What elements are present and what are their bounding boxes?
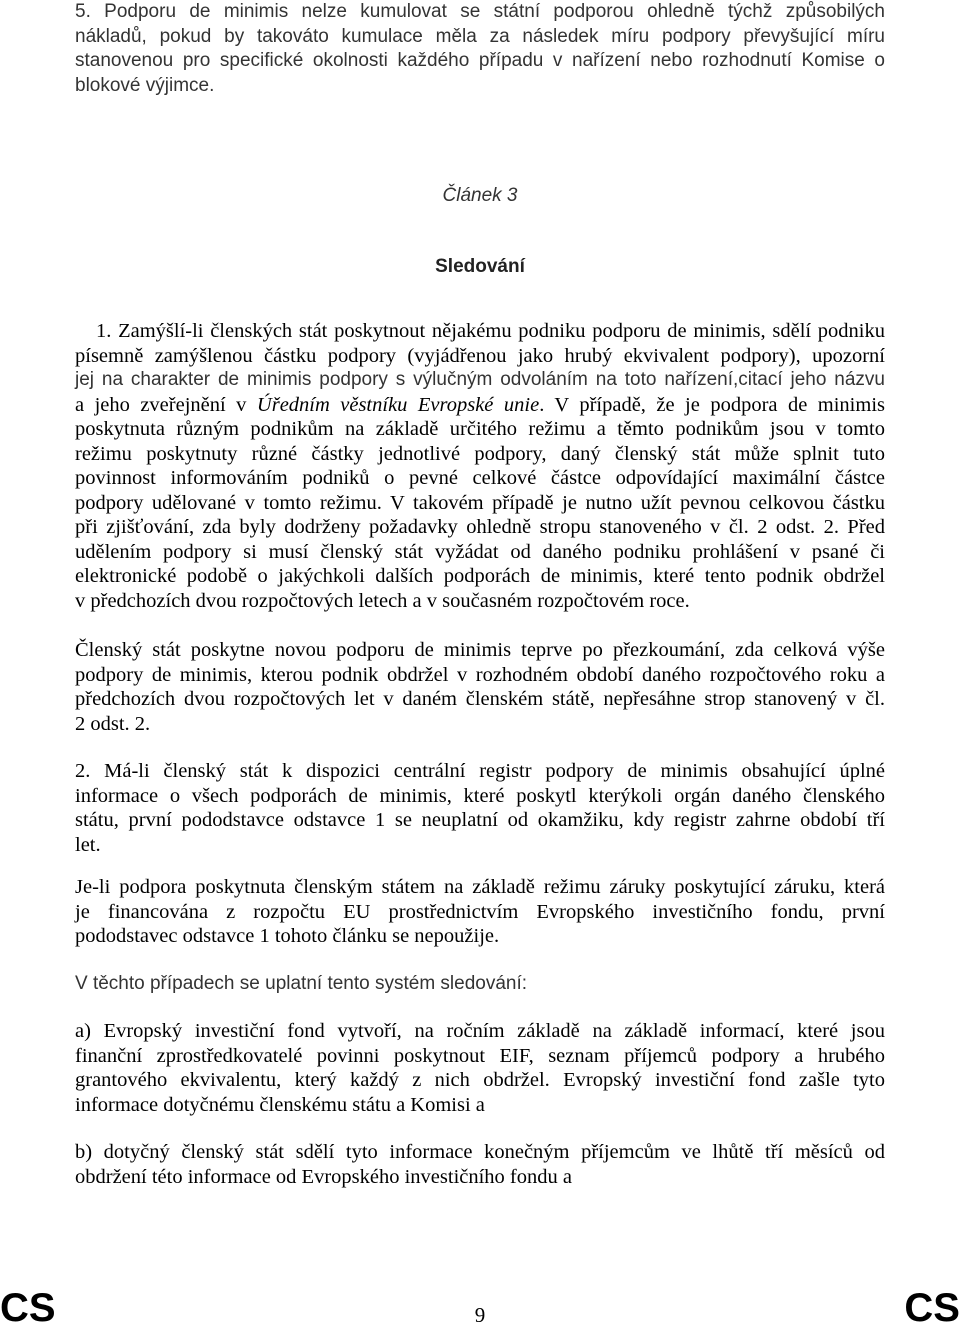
citation-lead-text: a jeho zveřejnění v	[75, 393, 257, 416]
list-item-a	[75, 1019, 885, 1117]
paragraph-2	[75, 759, 885, 857]
list-item-a-line: informace dotyčnému členskému státu a Komisi a	[75, 1093, 485, 1116]
paragraph-1-line: jej na charakter de minimis podpory s výlučným odvoláním na toto nařízení,citací jeho názvu	[75, 369, 885, 390]
list-item-b-line: obdržení této informace od Evropského investičního fondu a	[75, 1165, 572, 1188]
footer-language-code-left: CS	[0, 1286, 56, 1330]
paragraph-1-line: písemně zamýšlenou částku podpory (vyjádřenou jako hrubý ekvivalent podpory), upozorní	[75, 344, 885, 367]
list-item-b	[75, 1140, 885, 1189]
paragraph-system	[75, 972, 885, 997]
paragraph-1-line: elektronické podobě o jakýchkoli dalších podporách de minimis, které tento podnik obdržel	[75, 565, 885, 587]
paragraph-guarantee	[75, 875, 885, 949]
paragraph-2-line: informace o všech podporách de minimis, které poskytl kterýkoli orgán daného členského	[75, 784, 885, 807]
paragraph-check-line: Členský stát poskytne novou podporu de minimis teprve po přezkoumání, zda celková výše	[75, 639, 885, 661]
paragraph-1-line: při zjišťování, zda byly dodrženy požadavky ohledně stropu stanoveného v čl. 2 odst. 2. Před	[75, 516, 885, 538]
paragraph-guarantee-line: Je-li podpora poskytnuta členským státem na základě režimu záruky poskytující záruku, která	[75, 876, 885, 898]
paragraph-guarantee-line: je financována z rozpočtu EU prostřednictvím Evropského investičního fondu, první	[75, 900, 885, 923]
footer-language-code-right: CS	[904, 1286, 960, 1330]
paragraph-5-line: blokové výjimce.	[75, 74, 215, 96]
paragraph-5-line: nákladů, pokud by takováto kumulace měla za následek míru podpory převyšující míru	[75, 25, 885, 47]
official-journal-title: Úředním věstníku Evropské unie	[256, 393, 540, 416]
paragraph-2-line: let.	[75, 833, 101, 856]
paragraph-2-line: státu, první pododstavce odstavce 1 se neuplatní od okamžiku, kdy registr zahrne období tří	[75, 809, 885, 831]
paragraph-check-line: podpory de minimis, kterou podnik obdržel v rozhodném období daného rozpočtového roku a	[75, 663, 885, 686]
paragraph-5	[75, 0, 885, 98]
paragraph-1	[75, 319, 885, 613]
list-item-b-line: b) dotyčný členský stát sdělí tyto informace konečným příjemcům ve lhůtě tří měsíců od	[75, 1141, 885, 1163]
article-number: Článek 3	[442, 185, 518, 206]
paragraph-1-line: poskytnuta různým podnikům na základě určitého režimu a těmto podnikům jsou v tomto	[75, 418, 885, 440]
paragraph-5-line: 5. Podporu de minimis nelze kumulovat se státní podporou ohledně týchž způsobilých	[75, 1, 885, 22]
paragraph-1-line: povinnost informováním podniků o pevné celkové částce odpovídající maximální částce	[75, 467, 885, 489]
paragraph-1-line: režimu poskytnuty různé částky jednotlivé podpory, daný členský stát může splnit tuto	[75, 442, 885, 465]
list-item-a-line: a) Evropský investiční fond vytvoří, na ročním základě na základě informací, které jsou	[75, 1020, 885, 1042]
page-number: 9	[474, 1303, 486, 1327]
paragraph-check-line: předchozích dvou rozpočtových let v daném členském státě, nepřesáhne strop stanovený v čl.	[75, 688, 885, 710]
paragraph-system-line: V těchto případech se uplatní tento systém sledování:	[75, 973, 528, 994]
article-title: Sledování	[435, 256, 525, 277]
paragraph-1-line: 1. Zamýšlí-li členských stát poskytnout nějakému podniku podporu de minimis, sdělí podniku	[96, 320, 885, 342]
paragraph-2-line: 2. Má-li členský stát k dispozici centrální registr podpory de minimis obsahující úplné	[75, 760, 885, 782]
paragraph-1-line: udělením podpory si musí členský stát vyžádat od daného podniku prohlášení v psané či	[75, 540, 885, 563]
paragraph-1-line-with-citation	[75, 393, 885, 418]
paragraph-guarantee-line: pododstavec odstavce 1 tohoto článku se nepoužije.	[75, 925, 500, 947]
list-item-a-line: grantového ekvivalentu, který každý z nich obdržel. Evropský investiční fond zašle tyto	[75, 1069, 885, 1091]
paragraph-check	[75, 638, 885, 736]
paragraph-5-line: stanovenou pro specifické okolnosti každého případu v nařízení nebo rozhodnutí Komise o	[75, 50, 885, 71]
paragraph-check-line: 2 odst. 2.	[75, 712, 151, 735]
paragraph-1-line: podpory udělované v tomto režimu. V takovém případě je nutno užít pevnou celkovou částku	[75, 491, 885, 514]
citation-trail-text: . V případě, že je podpora de minimis	[539, 393, 885, 416]
list-item-a-line: finanční zprostředkovatelé povinni poskytnout EIF, seznam příjemců podpory a hrubého	[75, 1044, 885, 1067]
paragraph-1-line: v předchozích dvou rozpočtových letech a v současném rozpočtovém roce.	[75, 589, 690, 612]
